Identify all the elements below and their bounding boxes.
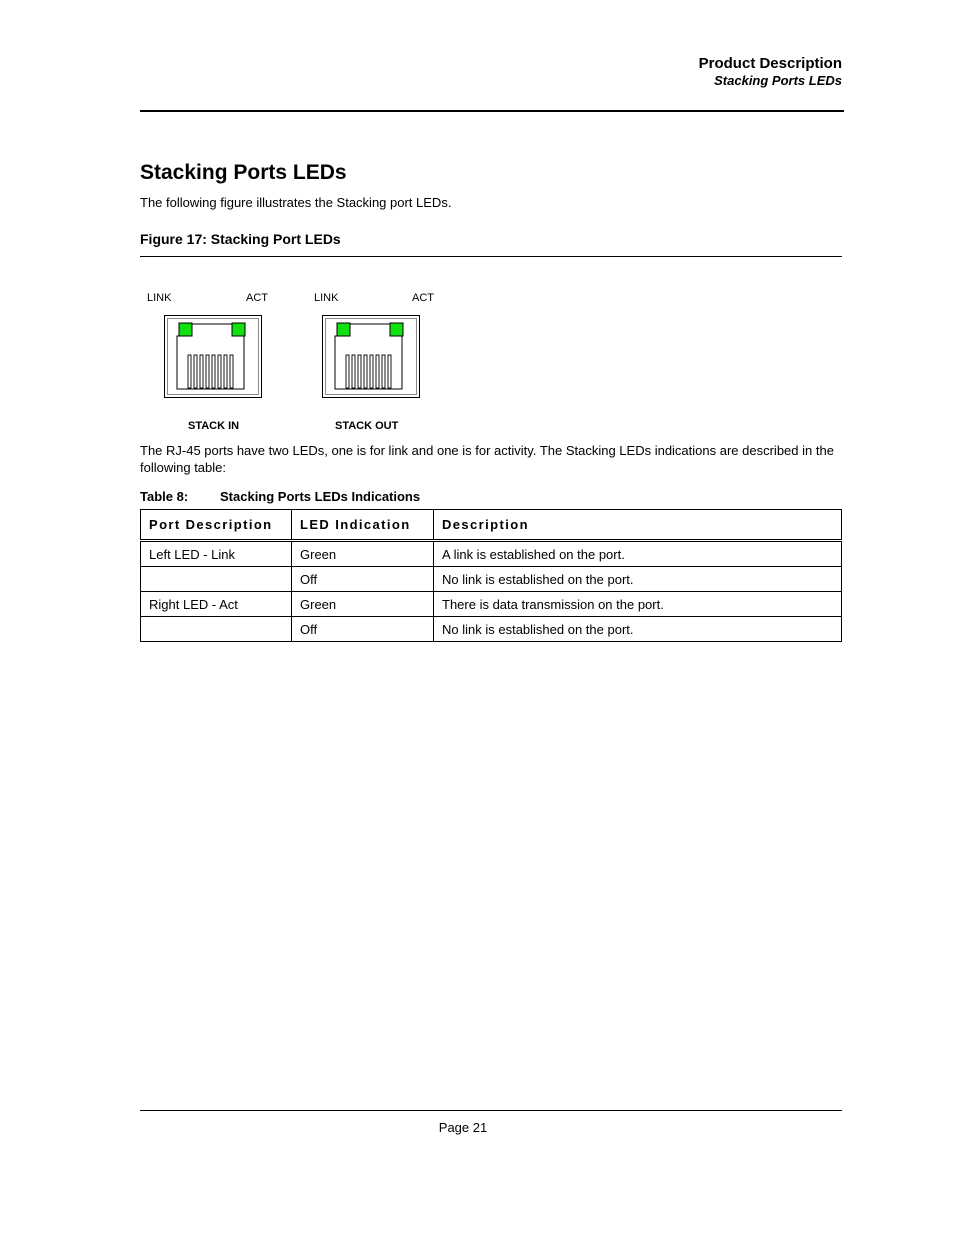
table-cell: Right LED - Act — [141, 592, 292, 617]
link-led-icon — [337, 323, 350, 336]
table-header-row — [141, 510, 842, 541]
port-link-label: LINK — [147, 292, 172, 304]
body-paragraph: The RJ-45 ports have two LEDs, one is for link and one is for activity. The Stacking LEDs indications are described in the following table: — [140, 443, 834, 475]
table-cell: There is data transmission on the port. — [434, 592, 842, 617]
table-cell: No link is established on the port. — [434, 567, 842, 592]
footer-divider — [140, 1110, 842, 1111]
stacking-port-figure — [140, 285, 460, 435]
table-cell — [141, 567, 292, 592]
figure-caption: Figure 17: Stacking Port LEDs — [140, 231, 341, 247]
link-led-icon — [179, 323, 192, 336]
table-cell: Off — [292, 617, 434, 642]
figure-divider — [140, 256, 842, 257]
table-cell: Green — [292, 541, 434, 567]
table-cell — [141, 617, 292, 642]
led-indications-table — [140, 509, 842, 642]
table-cell: Left LED - Link — [141, 541, 292, 567]
port-stack-in — [147, 292, 268, 432]
table-caption-number: Table 8: — [140, 489, 189, 504]
page-number: Page 21 — [438, 1120, 488, 1135]
port-act-label: ACT — [412, 292, 434, 304]
port-name: STACK IN — [188, 420, 240, 432]
table-cell: A link is established on the port. — [434, 541, 842, 567]
intro-text: The following figure illustrates the Stacking port LEDs. — [140, 195, 452, 210]
act-led-icon — [232, 323, 245, 336]
table-row — [141, 617, 842, 642]
table-cell: Green — [292, 592, 434, 617]
table-row — [141, 541, 842, 567]
header-title: Product Description — [698, 55, 842, 72]
table-caption-title: Stacking Ports LEDs Indications — [220, 489, 421, 504]
column-header: Port Description — [141, 510, 292, 541]
column-header: Description — [434, 510, 842, 541]
port-link-label: LINK — [314, 292, 339, 304]
table-row — [141, 567, 842, 592]
table-cell: Off — [292, 567, 434, 592]
section-title: Stacking Ports LEDs — [140, 161, 347, 184]
table-cell: No link is established on the port. — [434, 617, 842, 642]
column-header: LED Indication — [292, 510, 434, 541]
port-act-label: ACT — [246, 292, 268, 304]
table-caption — [140, 489, 420, 504]
header-divider — [140, 110, 844, 112]
table-row — [141, 592, 842, 617]
port-stack-out — [314, 292, 434, 432]
header-subtitle: Stacking Ports LEDs — [714, 73, 842, 88]
port-name: STACK OUT — [335, 420, 399, 432]
act-led-icon — [390, 323, 403, 336]
